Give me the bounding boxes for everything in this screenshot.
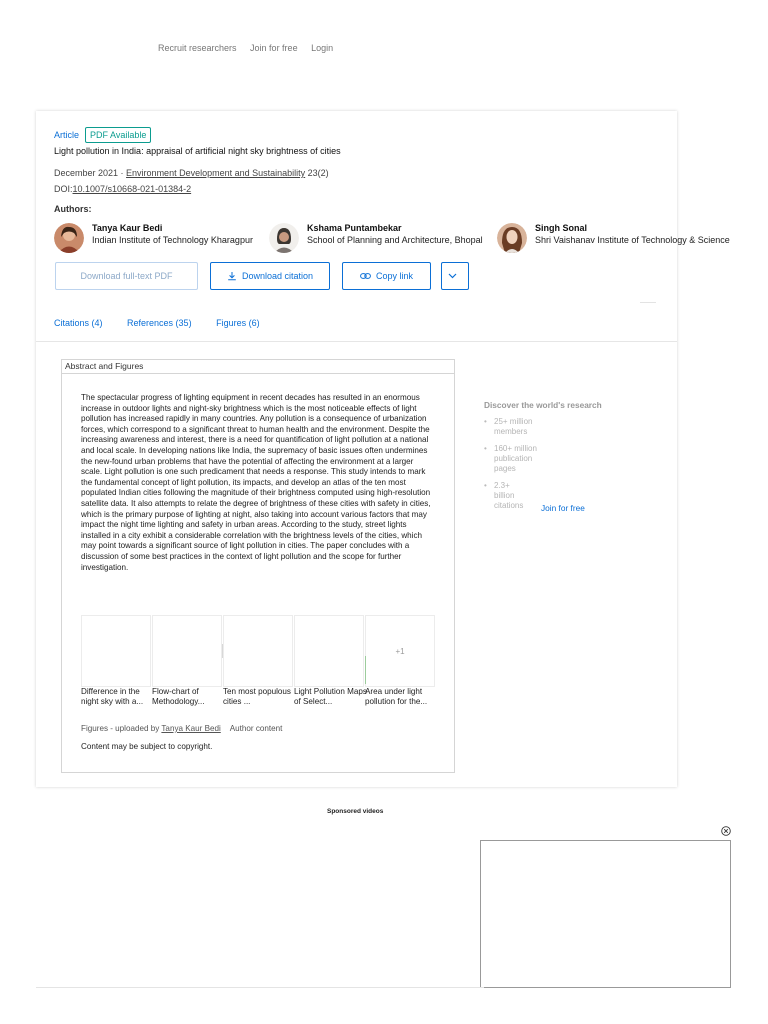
doi-prefix: DOI:: [54, 184, 73, 194]
download-citation-button[interactable]: [210, 262, 330, 290]
article-publication-info: [54, 168, 329, 178]
article-type-label[interactable]: Article: [54, 130, 80, 140]
recruit-researchers-link[interactable]: Recruit researchers: [158, 43, 237, 53]
author-institution[interactable]: Shri Vaishanav Institute of Technology & Science: [535, 235, 730, 245]
sidebar-title: Discover the world's research: [484, 400, 602, 410]
sponsored-videos-label: Sponsored videos: [327, 808, 384, 815]
more-actions-dropdown-button[interactable]: [441, 262, 469, 290]
download-icon: [227, 271, 237, 281]
close-icon[interactable]: [721, 826, 731, 836]
figure-caption[interactable]: Flow-chart of Methodology...: [152, 687, 205, 707]
figure-caption[interactable]: Area under light pollution for the...: [365, 687, 428, 707]
pdf-available-badge[interactable]: PDF Available: [85, 127, 151, 143]
author-card[interactable]: [497, 223, 730, 253]
author-name[interactable]: Kshama Puntambekar: [307, 223, 402, 233]
download-citation-label: Download citation: [241, 271, 314, 281]
sidebar-stat: • 160+ million publication pages: [484, 444, 546, 474]
author-name[interactable]: Tanya Kaur Bedi: [92, 223, 163, 233]
video-ad-frame[interactable]: [480, 840, 731, 988]
tab-references[interactable]: References (35): [127, 318, 192, 328]
sidebar-stat: • 2.3+ billion citations: [484, 481, 530, 511]
avatar[interactable]: [54, 223, 84, 253]
figure-caption[interactable]: Difference in the night sky with a...: [81, 687, 144, 707]
journal-volume: 23(2): [305, 168, 329, 178]
chevron-down-icon: [448, 273, 457, 279]
article-card: [36, 111, 730, 787]
download-fulltext-pdf-button[interactable]: [55, 262, 198, 290]
figures-credit: [81, 724, 282, 733]
sidebar-join-link[interactable]: Join for free: [541, 503, 585, 513]
avatar[interactable]: [269, 223, 299, 253]
figure-thumbnail[interactable]: [152, 615, 222, 687]
copy-link-button[interactable]: [342, 262, 431, 290]
abstract-heading: Abstract and Figures: [62, 360, 454, 374]
copyright-notice: Content may be subject to copyright.: [81, 742, 213, 751]
figures-uploader-link[interactable]: Tanya Kaur Bedi: [161, 724, 221, 733]
figure-thumbnail[interactable]: [223, 615, 293, 687]
figure-thumbnail[interactable]: [294, 615, 364, 687]
author-content-label: Author content: [229, 724, 283, 733]
journal-link[interactable]: Environment Development and Sustainability: [126, 168, 306, 178]
join-for-free-link[interactable]: Join for free: [250, 43, 298, 53]
article-badges: [54, 127, 151, 143]
divider: [640, 302, 656, 303]
sidebar-stat: • 25+ million members: [484, 417, 546, 437]
link-icon: [360, 272, 371, 280]
figure-thumbnail[interactable]: [81, 615, 151, 687]
author-institution[interactable]: School of Planning and Architecture, Bhopal: [307, 235, 483, 245]
page-divider: [36, 987, 484, 988]
author-card[interactable]: [269, 223, 483, 253]
author-institution[interactable]: Indian Institute of Technology Kharagpur: [92, 235, 253, 245]
figure-caption[interactable]: Ten most populous cities ...: [223, 687, 291, 707]
authors-label: Authors:: [54, 204, 92, 214]
avatar[interactable]: [497, 223, 527, 253]
figures-credit-prefix: Figures - uploaded by: [81, 724, 162, 733]
figure-caption[interactable]: Light Pollution Maps of Select...: [294, 687, 367, 707]
more-figures-count: +1: [395, 646, 405, 656]
author-card[interactable]: [54, 223, 253, 253]
article-title: Light pollution in India: appraisal of artificial night sky brightness of cities: [54, 146, 341, 156]
login-link[interactable]: Login: [311, 43, 334, 53]
abstract-text: The spectacular progress of lighting equipment in recent decades has resulted in an enormous increase in outdoor lights and night-sky brightness which is the most noticeable effects of light pollution has increased rapidly in many countries. Any pollution is a consequence of urbanization forces, which correspond to a significant threat to human health and the environment. Despite the increasing awareness and interest, there is a need for quantification of light pollution at a national and local scale. In developing nations like India, the supremacy of basic issues often undermines the new-found urban problems that have the potential of affecting the environment at a larger scale. Light pollution is one such predicament that needs a response. This study intends to mark the fundamental concept of light pollution, its impacts, and develop an atlas of the ten most populated Indian cities following the magnitude of their brightness computed using high-resolution satellite data. It also attempts to relate the degree of brightness of these cities with safety in cities, which is the primary purpose of lighting at night, also taking into account various factors that may impact the night time lighting and safety in urban areas. According to the study, street lights installed in a city exhibit a considerable correlation with the brightness levels of the cities, which may point towards a significant source of light pollution in cities. The paper concludes with a discussion of some best practices in the context of light pollution and the scope for further investigation.: [81, 393, 431, 572]
tabs-divider: [36, 341, 677, 342]
abstract-panel: [61, 359, 455, 773]
copy-link-label: Copy link: [375, 271, 413, 281]
top-nav: [158, 43, 344, 53]
tab-figures[interactable]: Figures (6): [216, 318, 260, 328]
more-figures-thumbnail[interactable]: [365, 615, 435, 687]
download-fulltext-pdf-label: Download full-text PDF: [80, 271, 173, 281]
author-name[interactable]: Singh Sonal: [535, 223, 588, 233]
tab-citations[interactable]: Citations (4): [54, 318, 103, 328]
article-tabs: [54, 318, 282, 328]
doi-line: [54, 184, 191, 194]
discover-sidebar: [484, 400, 614, 511]
publication-date: December 2021 ·: [54, 168, 127, 178]
doi-link[interactable]: 10.1007/s10668-021-01384-2: [72, 184, 192, 194]
